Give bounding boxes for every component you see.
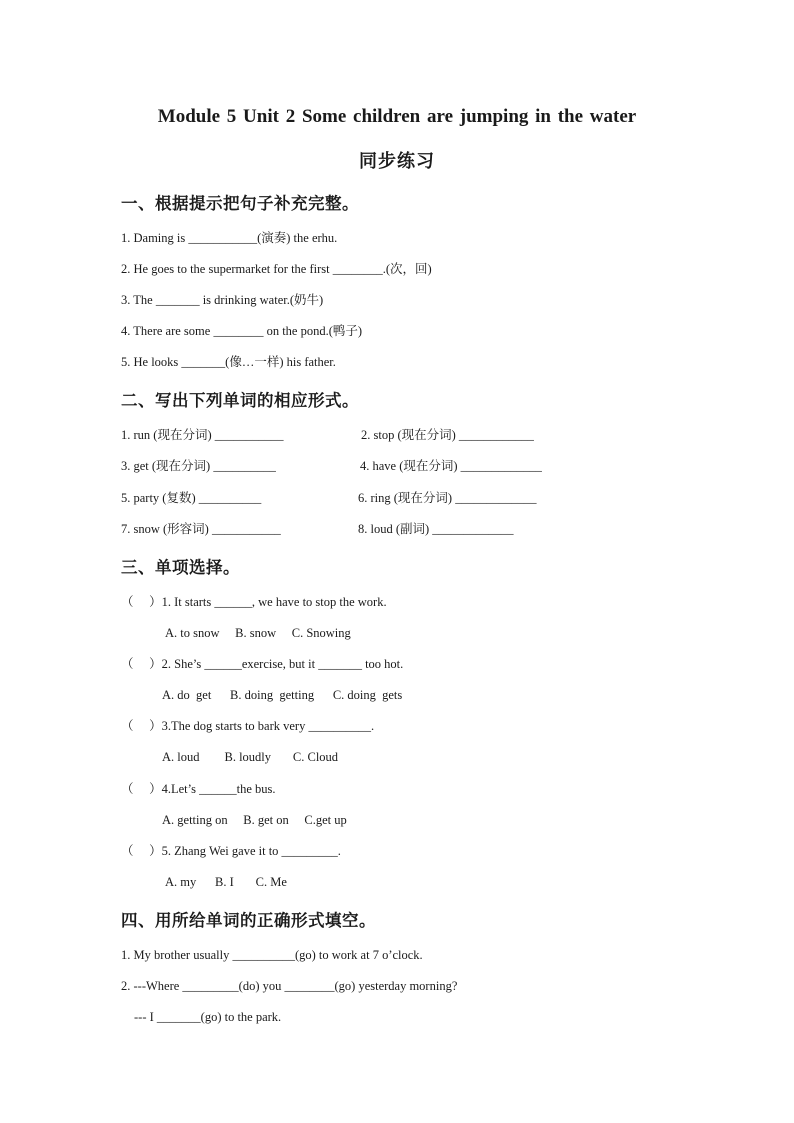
question-2-stem: （ ）2. She’s ______exercise, but it _______ too hot. xyxy=(121,657,404,671)
question-2-options: A. do get B. doing getting C. doing gets xyxy=(162,688,403,702)
section2-item-3: 3. get (现在分词) __________ xyxy=(121,459,276,473)
question-3-options: A. loud B. loudly C. Cloud xyxy=(162,750,339,764)
section2-item-1: 1. run (现在分词) ___________ xyxy=(121,428,284,442)
question-5-stem: （ ）5. Zhang Wei gave it to _________. xyxy=(121,844,341,858)
section1-item-4: 4. There are some ________ on the pond.(鸭子) xyxy=(121,324,363,338)
section4-item-2-answer: --- I _______(go) to the park. xyxy=(134,1010,282,1024)
section2-item-5: 5. party (复数) __________ xyxy=(121,491,262,505)
section2-heading: 二、写出下列单词的相应形式。 xyxy=(121,391,359,410)
section3-heading: 三、单项选择。 xyxy=(121,558,240,577)
section2-item-2: 2. stop (现在分词) ____________ xyxy=(361,428,534,442)
question-1-options: A. to snow B. snow C. Snowing xyxy=(165,626,351,640)
section1-item-2: 2. He goes to the supermarket for the first ________.(次，回) xyxy=(121,262,432,276)
section2-item-7: 7. snow (形容词) ___________ xyxy=(121,522,281,536)
section1-item-1: 1. Daming is ___________(演奏) the erhu. xyxy=(121,231,338,245)
question-4-stem: （ ）4.Let’s ______the bus. xyxy=(121,782,276,796)
question-1-stem: （ ）1. It starts ______, we have to stop the work. xyxy=(121,595,387,609)
question-5-options: A. my B. I C. Me xyxy=(165,875,287,889)
section1-heading: 一、根据提示把句子补充完整。 xyxy=(121,194,359,213)
section2-item-4: 4. have (现在分词) _____________ xyxy=(360,459,542,473)
section4-heading: 四、用所给单词的正确形式填空。 xyxy=(121,911,376,930)
section1-item-3: 3. The _______ is drinking water.(奶牛) xyxy=(121,293,324,307)
question-4-options: A. getting on B. get on C.get up xyxy=(162,813,347,827)
section4-item-1: 1. My brother usually __________(go) to work at 7 o’clock. xyxy=(121,948,423,962)
section4-item-2: 2. ---Where _________(do) you ________(go) yesterday morning? xyxy=(121,979,458,993)
section2-item-8: 8. loud (副词) _____________ xyxy=(358,522,514,536)
section2-item-6: 6. ring (现在分词) _____________ xyxy=(358,491,537,505)
section1-item-5: 5. He looks _______(像…一样) his father. xyxy=(121,355,336,369)
question-3-stem: （ ）3.The dog starts to bark very __________. xyxy=(121,719,375,733)
page-title: Module 5 Unit 2 Some children are jumping in the water xyxy=(157,106,637,127)
page-subtitle: 同步练习 xyxy=(359,151,435,171)
